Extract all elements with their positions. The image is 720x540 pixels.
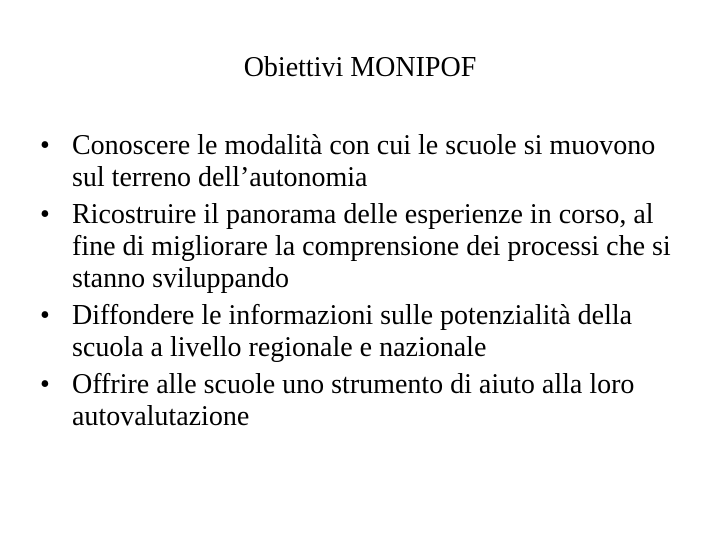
list-item [40, 199, 690, 295]
bullet-list [40, 130, 690, 438]
bullet-text: Ricostruire il panorama delle esperienze in corso, al fine di migliorare la comprensione dei processi che si stanno sviluppando [72, 199, 671, 294]
slide-title: Obiettivi MONIPOF [243, 52, 477, 83]
bullet-icon: • [40, 130, 50, 161]
list-item [40, 369, 690, 433]
bullet-icon: • [40, 300, 50, 331]
list-item [40, 130, 690, 194]
bullet-text: Diffondere le informazioni sulle potenzialità della scuola a livello regionale e nazionale [72, 300, 633, 363]
bullet-text: Conoscere le modalità con cui le scuole si muovono sul terreno dell’autonomia [72, 130, 656, 193]
list-item [40, 300, 690, 364]
bullet-icon: • [40, 369, 50, 400]
bullet-text: Offrire alle scuole uno strumento di aiuto alla loro autovalutazione [72, 369, 635, 432]
bullet-icon: • [40, 199, 50, 230]
